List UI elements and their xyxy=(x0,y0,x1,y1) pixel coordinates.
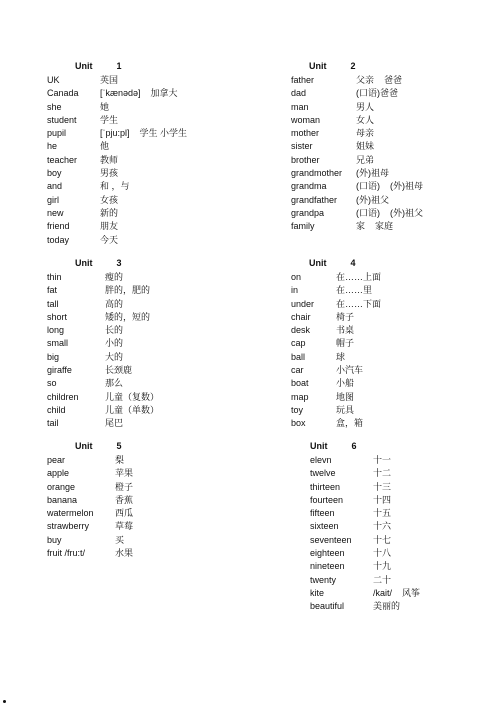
english-word: boat xyxy=(291,378,309,389)
chinese-meaning: 十五 xyxy=(373,508,392,519)
vocab-entry xyxy=(291,87,500,100)
vocab-entry xyxy=(291,284,500,297)
english-word: twenty xyxy=(310,574,337,585)
chinese-meaning: 草莓 xyxy=(115,521,134,532)
english-word: elevn xyxy=(310,455,332,465)
english-word: kite xyxy=(310,587,325,598)
unit-3-section xyxy=(47,257,277,431)
english-word: beautiful xyxy=(310,601,345,612)
vocab-entry xyxy=(47,454,277,467)
english-word: nineteen xyxy=(310,561,345,572)
english-word: buy xyxy=(47,534,62,545)
chinese-meaning: 美丽的 xyxy=(373,601,401,612)
vocab-entry xyxy=(47,74,277,87)
unit-title xyxy=(291,60,500,73)
english-word: map xyxy=(291,391,309,402)
chinese-meaning: (外)祖母 xyxy=(356,168,389,179)
chinese-meaning: 男孩 xyxy=(100,168,119,179)
unit-1-section xyxy=(47,60,277,247)
chinese-meaning: 小汽车 xyxy=(336,365,364,376)
english-word: friend xyxy=(47,221,70,232)
chinese-meaning: 姐妹 xyxy=(356,141,375,152)
vocab-entry xyxy=(47,547,277,560)
english-word: banana xyxy=(47,494,78,505)
chinese-meaning: 十一 xyxy=(373,455,392,465)
chinese-meaning: 地图 xyxy=(336,391,355,402)
vocab-entry xyxy=(291,271,500,284)
vocab-entry xyxy=(47,127,277,140)
vocab-entry xyxy=(47,391,277,404)
english-word: fifteen xyxy=(310,508,335,519)
vocab-entry xyxy=(291,220,500,233)
chinese-meaning: 女人 xyxy=(356,114,375,125)
vocab-entry xyxy=(47,467,277,480)
vocab-entry xyxy=(291,101,500,114)
english-word: Canada xyxy=(47,88,79,99)
chinese-meaning: 椅子 xyxy=(336,311,355,322)
chinese-meaning: 水果 xyxy=(115,548,134,559)
english-word: on xyxy=(291,272,302,282)
english-word: orange xyxy=(47,481,76,492)
english-word: tall xyxy=(47,298,59,309)
vocab-entry xyxy=(47,324,277,337)
unit-6-section xyxy=(310,440,500,614)
unit-label: Unit xyxy=(309,258,327,268)
english-word: child xyxy=(47,404,66,415)
english-word: toy xyxy=(291,404,304,415)
chinese-meaning: 和 ，与 xyxy=(100,181,130,192)
chinese-meaning: 十八 xyxy=(373,548,392,559)
extra-meaning: 爸爸 xyxy=(384,75,403,85)
extra-meaning: 学生 小学生 xyxy=(139,128,188,139)
english-word: grandma xyxy=(291,181,327,192)
chinese-meaning: 教师 xyxy=(100,154,119,165)
english-word: grandmother xyxy=(291,168,343,179)
english-word: student xyxy=(47,114,77,125)
chinese-meaning: 二十 xyxy=(373,574,392,585)
vocab-entry xyxy=(310,600,500,613)
english-word: new xyxy=(47,207,64,218)
chinese-meaning: 她 xyxy=(100,101,110,112)
chinese-meaning: 朋友 xyxy=(100,221,119,232)
vocab-entry xyxy=(310,494,500,507)
vocab-entry xyxy=(291,311,500,324)
extra-meaning: (外)祖父 xyxy=(390,207,423,218)
chinese-meaning: 帽子 xyxy=(336,338,355,349)
vocab-entry xyxy=(47,417,277,430)
english-word: short xyxy=(47,311,68,322)
english-word: under xyxy=(291,298,315,309)
vocab-entry xyxy=(47,507,277,520)
vocab-entry xyxy=(47,180,277,193)
english-word: fat xyxy=(47,285,58,296)
english-word: man xyxy=(291,101,309,112)
vocab-entry xyxy=(47,140,277,153)
chinese-meaning: 女孩 xyxy=(100,194,119,205)
vocab-entry xyxy=(47,101,277,114)
extra-meaning: 家庭 xyxy=(375,221,394,232)
chinese-meaning: 儿童（复数） xyxy=(105,391,160,402)
vocab-entry xyxy=(47,351,277,364)
unit-label: Unit xyxy=(75,258,93,268)
vocab-entry xyxy=(291,167,500,180)
english-word: grandfather xyxy=(291,194,338,205)
chinese-meaning: 小的 xyxy=(105,338,124,349)
chinese-meaning: 大的 xyxy=(105,351,124,362)
vocab-entry xyxy=(291,404,500,417)
english-word: children xyxy=(47,391,79,402)
english-word: small xyxy=(47,338,69,349)
chinese-meaning: 家 xyxy=(356,221,366,232)
english-word: desk xyxy=(291,325,311,336)
vocab-entry xyxy=(291,127,500,140)
vocab-entry xyxy=(47,114,277,127)
vocab-entry xyxy=(47,234,277,247)
english-word: thin xyxy=(47,272,62,282)
unit-number: 2 xyxy=(350,61,356,71)
english-word: sixteen xyxy=(310,521,339,532)
english-word: brother xyxy=(291,154,320,165)
chinese-meaning: 尾巴 xyxy=(105,418,124,429)
chinese-meaning: 英国 xyxy=(100,75,119,85)
vocab-entry xyxy=(310,454,500,467)
chinese-meaning: 十四 xyxy=(373,494,392,505)
bullet-dot xyxy=(3,700,6,703)
english-word: long xyxy=(47,325,65,336)
vocab-entry xyxy=(47,87,277,100)
chinese-meaning: 儿童（单数） xyxy=(105,404,160,415)
chinese-meaning: 在……上面 xyxy=(336,272,382,282)
vocab-entry xyxy=(47,337,277,350)
english-word: thirteen xyxy=(310,481,341,492)
vocab-entry xyxy=(291,180,500,193)
chinese-meaning: 今天 xyxy=(100,234,119,245)
vocab-entry xyxy=(291,417,500,430)
vocab-entry xyxy=(291,74,500,87)
chinese-meaning: 买 xyxy=(115,534,125,545)
chinese-meaning: 小船 xyxy=(336,378,355,389)
extra-meaning: 风筝 xyxy=(402,587,421,598)
vocab-entry xyxy=(291,194,500,207)
chinese-meaning: (口语) xyxy=(356,207,380,218)
english-word: dad xyxy=(291,88,307,99)
english-word: box xyxy=(291,418,306,429)
vocab-entry xyxy=(310,481,500,494)
chinese-meaning: [ˈpju:pl] xyxy=(100,128,130,139)
english-word: cap xyxy=(291,338,306,349)
english-word: and xyxy=(47,181,63,192)
english-word: big xyxy=(47,351,60,362)
chinese-meaning: 梨 xyxy=(115,455,125,465)
english-word: pear xyxy=(47,455,66,465)
vocab-entry xyxy=(47,271,277,284)
english-word: ball xyxy=(291,351,306,362)
english-word: seventeen xyxy=(310,534,352,545)
vocab-entry xyxy=(291,140,500,153)
chinese-meaning: 兄弟 xyxy=(356,154,375,165)
unit-label: Unit xyxy=(309,61,327,71)
vocab-entry xyxy=(310,587,500,600)
english-word: twelve xyxy=(310,468,336,479)
chinese-meaning: 他 xyxy=(100,141,110,152)
vocab-entry xyxy=(47,167,277,180)
unit-number: 6 xyxy=(351,441,357,451)
vocab-entry xyxy=(310,534,500,547)
vocab-entry xyxy=(47,311,277,324)
vocab-entry xyxy=(310,574,500,587)
english-word: teacher xyxy=(47,154,78,165)
english-word: sister xyxy=(291,141,313,152)
english-word: fruit /fru:t/ xyxy=(47,548,86,559)
english-word: car xyxy=(291,365,304,376)
vocab-entry xyxy=(47,481,277,494)
unit-title xyxy=(47,257,277,270)
english-word: UK xyxy=(47,75,60,85)
english-word: giraffe xyxy=(47,365,72,376)
unit-number: 5 xyxy=(116,441,122,451)
chinese-meaning: 橙子 xyxy=(115,481,134,492)
english-word: watermelon xyxy=(47,508,94,519)
vocab-entry xyxy=(47,364,277,377)
english-word: so xyxy=(47,378,57,389)
chinese-meaning: 瘦的 xyxy=(105,272,124,282)
chinese-meaning: 男人 xyxy=(356,101,375,112)
vocab-entry xyxy=(47,494,277,507)
chinese-meaning: 十三 xyxy=(373,481,392,492)
english-word: tail xyxy=(47,418,59,429)
chinese-meaning: 十二 xyxy=(373,468,392,479)
chinese-meaning: 高的 xyxy=(105,298,124,309)
vocab-entry xyxy=(47,207,277,220)
chinese-meaning: 玩具 xyxy=(336,404,355,415)
english-word: he xyxy=(47,141,58,152)
unit-title xyxy=(310,440,500,453)
english-word: girl xyxy=(47,194,60,205)
unit-4-section xyxy=(291,257,500,431)
unit-title xyxy=(47,60,277,73)
english-word: eighteen xyxy=(310,548,345,559)
vocab-entry xyxy=(47,404,277,417)
vocab-entry xyxy=(291,377,500,390)
english-word: woman xyxy=(291,114,321,125)
english-word: in xyxy=(291,285,299,296)
unit-label: Unit xyxy=(75,61,93,71)
english-word: she xyxy=(47,101,62,112)
vocab-entry xyxy=(310,507,500,520)
chinese-meaning: 长的 xyxy=(105,325,124,336)
vocab-entry xyxy=(47,220,277,233)
vocab-entry xyxy=(291,298,500,311)
chinese-meaning: 十七 xyxy=(373,534,392,545)
chinese-meaning: [ˈkænədə] xyxy=(100,88,141,99)
vocab-entry xyxy=(291,364,500,377)
chinese-meaning: 十六 xyxy=(373,521,392,532)
chinese-meaning: 在……下面 xyxy=(336,298,382,309)
chinese-meaning: 新的 xyxy=(100,207,119,218)
vocab-entry xyxy=(310,560,500,573)
chinese-meaning: /kait/ xyxy=(373,587,393,598)
chinese-meaning: 苹果 xyxy=(115,468,134,479)
vocab-entry xyxy=(47,520,277,533)
vocab-entry xyxy=(291,351,500,364)
unit-number: 3 xyxy=(116,258,122,268)
vocab-entry xyxy=(310,547,500,560)
unit-number: 4 xyxy=(350,258,356,268)
vocab-entry xyxy=(291,114,500,127)
chinese-meaning: 那么 xyxy=(105,378,124,389)
english-word: boy xyxy=(47,168,62,179)
english-word: today xyxy=(47,234,70,245)
chinese-meaning: 学生 xyxy=(100,114,119,125)
unit-title xyxy=(291,257,500,270)
chinese-meaning: (口语) xyxy=(356,181,380,192)
chinese-meaning: 书桌 xyxy=(336,325,355,336)
chinese-meaning: 球 xyxy=(336,351,346,362)
chinese-meaning: (外)祖父 xyxy=(356,194,389,205)
chinese-meaning: 盒，箱 xyxy=(336,418,364,429)
vocab-entry xyxy=(291,154,500,167)
vocab-entry xyxy=(291,207,500,220)
english-word: strawberry xyxy=(47,521,90,532)
vocab-entry xyxy=(310,520,500,533)
vocab-entry xyxy=(47,534,277,547)
extra-meaning: (外)祖母 xyxy=(390,181,423,192)
vocab-entry xyxy=(47,194,277,207)
chinese-meaning: 十九 xyxy=(373,561,392,572)
unit-2-section xyxy=(291,60,500,234)
unit-title xyxy=(47,440,277,453)
chinese-meaning: 胖的，肥的 xyxy=(105,285,151,296)
english-word: apple xyxy=(47,468,70,479)
chinese-meaning: 长颈鹿 xyxy=(105,365,133,376)
chinese-meaning: 矮的，短的 xyxy=(105,311,151,322)
chinese-meaning: 母亲 xyxy=(356,128,375,139)
chinese-meaning: (口语)爸爸 xyxy=(356,88,398,99)
chinese-meaning: 西瓜 xyxy=(115,508,134,519)
chinese-meaning: 父亲 xyxy=(356,75,375,85)
vocab-entry xyxy=(291,391,500,404)
english-word: fourteen xyxy=(310,494,344,505)
vocab-entry xyxy=(47,298,277,311)
unit-label: Unit xyxy=(310,441,328,451)
vocab-entry xyxy=(47,284,277,297)
english-word: pupil xyxy=(47,128,67,139)
vocab-entry xyxy=(291,324,500,337)
english-word: father xyxy=(291,75,315,85)
unit-label: Unit xyxy=(75,441,93,451)
vocab-entry xyxy=(310,467,500,480)
unit-5-section xyxy=(47,440,277,560)
english-word: grandpa xyxy=(291,207,325,218)
chinese-meaning: 香蕉 xyxy=(115,494,134,505)
vocab-entry xyxy=(291,337,500,350)
extra-meaning: 加拿大 xyxy=(150,88,178,99)
chinese-meaning: 在……里 xyxy=(336,285,373,296)
vocab-entry xyxy=(47,377,277,390)
english-word: chair xyxy=(291,311,311,322)
english-word: family xyxy=(291,221,315,232)
unit-number: 1 xyxy=(116,61,122,71)
english-word: mother xyxy=(291,128,320,139)
vocab-entry xyxy=(47,154,277,167)
